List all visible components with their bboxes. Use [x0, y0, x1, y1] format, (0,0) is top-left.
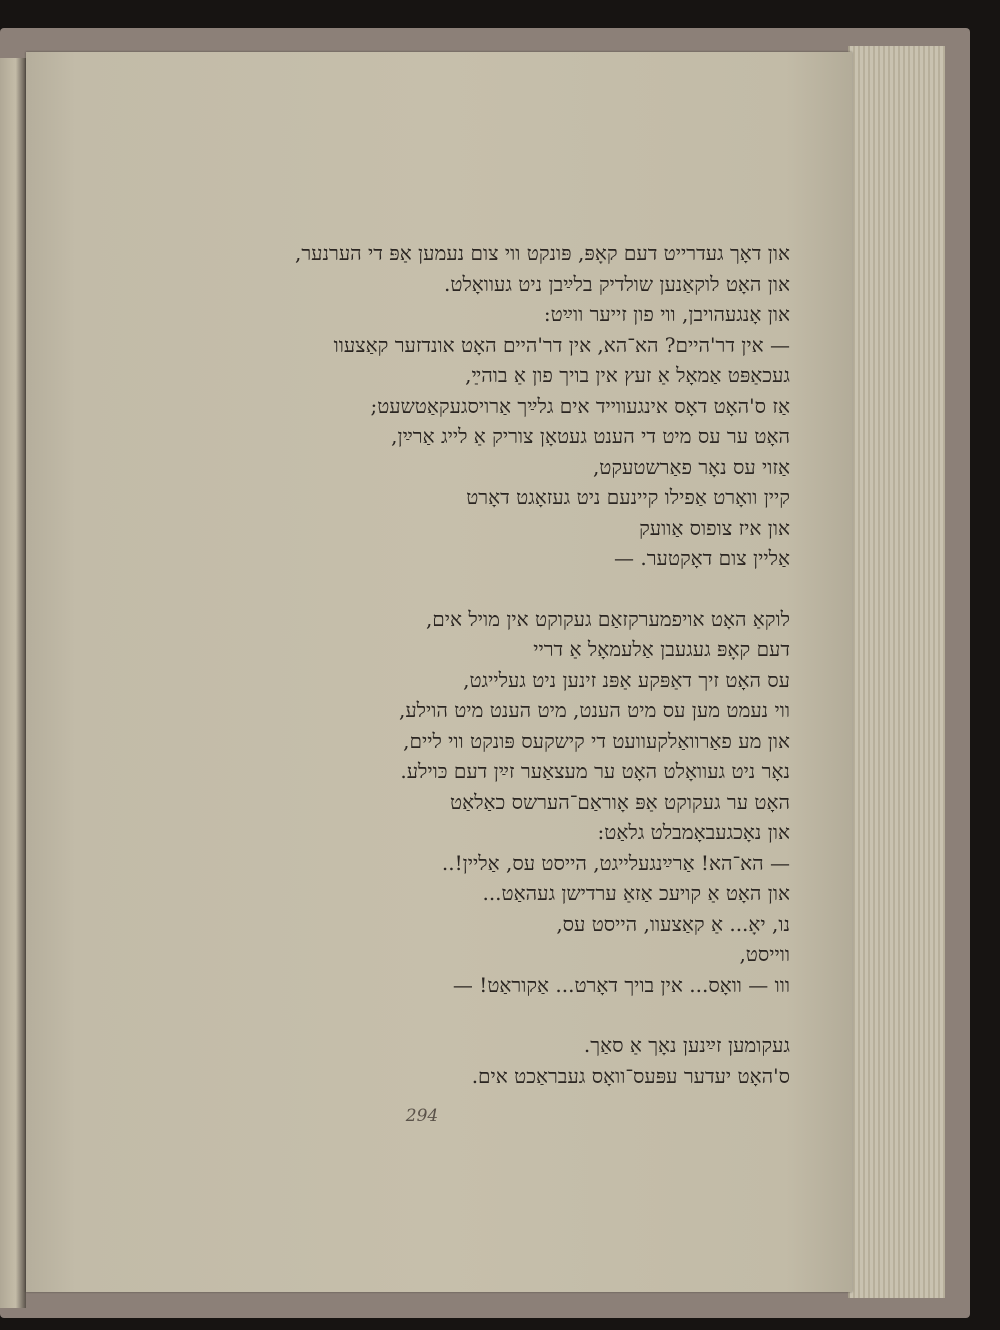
text-line: געקומען זײַנען נאָך אַ סאַך.: [583, 1033, 790, 1057]
stanza-1: [110, 238, 790, 574]
text-line: און דאָך געדרייט דעם קאָפּ, פּונקט ווי צום נעמען אַפּ די הערנער,: [294, 241, 790, 265]
text-line: און אָנגעהויבן, ווי פון זייער ווײַט:: [543, 302, 790, 326]
text-line: ס'האָט יעדער עפּעס־וואָס געבראַכט אים.: [471, 1063, 790, 1088]
poem-text: [110, 238, 790, 1091]
text-line: און האָט אַ קויעכ אַזאַ ערדישן געהאַט...: [482, 881, 790, 905]
page-edges: [848, 46, 945, 1298]
text-line: — הא־הא! אַרײַנגעלייגט, הייסט עס, אַליין!..: [441, 850, 790, 875]
text-line: אַז ס'האָט דאָס אינגעווייד אים גלײַך אַרויסגעקאַטשעט;: [370, 393, 790, 418]
text-line: האָט ער עס מיט די הענט געטאָן צוריק אַ לייג אַרײַן,: [391, 424, 790, 448]
text-line: נו, יאָ... אַ קאַצעוו, הייסט עס,: [556, 911, 790, 936]
text-line: קיין וואָרט אַפילו קיינעם ניט געזאָגט דאָרט: [466, 485, 790, 509]
text-line: געכאַפּט אַמאָל אַ זעץ אין בויך פון אַ בוהײַ,: [465, 363, 790, 387]
text-line: און איז צופוס אַוועק: [639, 515, 790, 540]
text-line: און מע פאַרוואַלקעוועט די קישקעס פּונקט ווי ליים,: [403, 728, 790, 753]
text-line: ווו — וואָס... אין בויך דאָרט... אַקוראַט! —: [452, 972, 790, 997]
text-line: און האָט לוקאַנען שולדיק בלײַבן ניט געוואָלט.: [444, 271, 790, 296]
text-line: אַזוי עס נאָר פאַרשטעקט,: [592, 454, 790, 479]
text-line: האָט ער געקוקט אַפּ אָוראַם־הערשס כאַלאַט: [450, 789, 790, 814]
stanza-gap: [110, 574, 790, 604]
text-line: דעם קאָפּ געגעבן אַלעמאָל אַ דריי: [533, 637, 790, 661]
text-line: — אין דר'היים? הא־הא, אין דר'היים האָט אונדזער קאַצעוו: [333, 332, 790, 357]
text-line: נאָר ניט געוואָלט האָט ער מעצאַער זײַן דעם כּוילע.: [400, 759, 790, 783]
text-line: לוקאַ האָט אויפמערקזאַם געקוקט אין מויל אים,: [425, 606, 790, 631]
text-line: עס האָט זיך דאַפּקע אַפּנ זינען ניט געלייגט,: [463, 667, 790, 692]
stanza-2: [110, 604, 790, 1001]
text-line: אַליין צום דאָקטער. —: [614, 546, 790, 570]
text-line: און נאָכגעבאָמבלט גלאַט:: [597, 820, 790, 844]
text-line: ווי נעמט מען עס מיט הענט, מיט הענט מיט הוילע,: [398, 698, 790, 722]
facing-page-edge: [0, 58, 26, 1308]
page-number: 294: [405, 1106, 439, 1126]
stanza-3: [110, 1030, 790, 1091]
text-line: ווייסט,: [739, 942, 790, 966]
stanza-gap: [110, 1000, 790, 1030]
